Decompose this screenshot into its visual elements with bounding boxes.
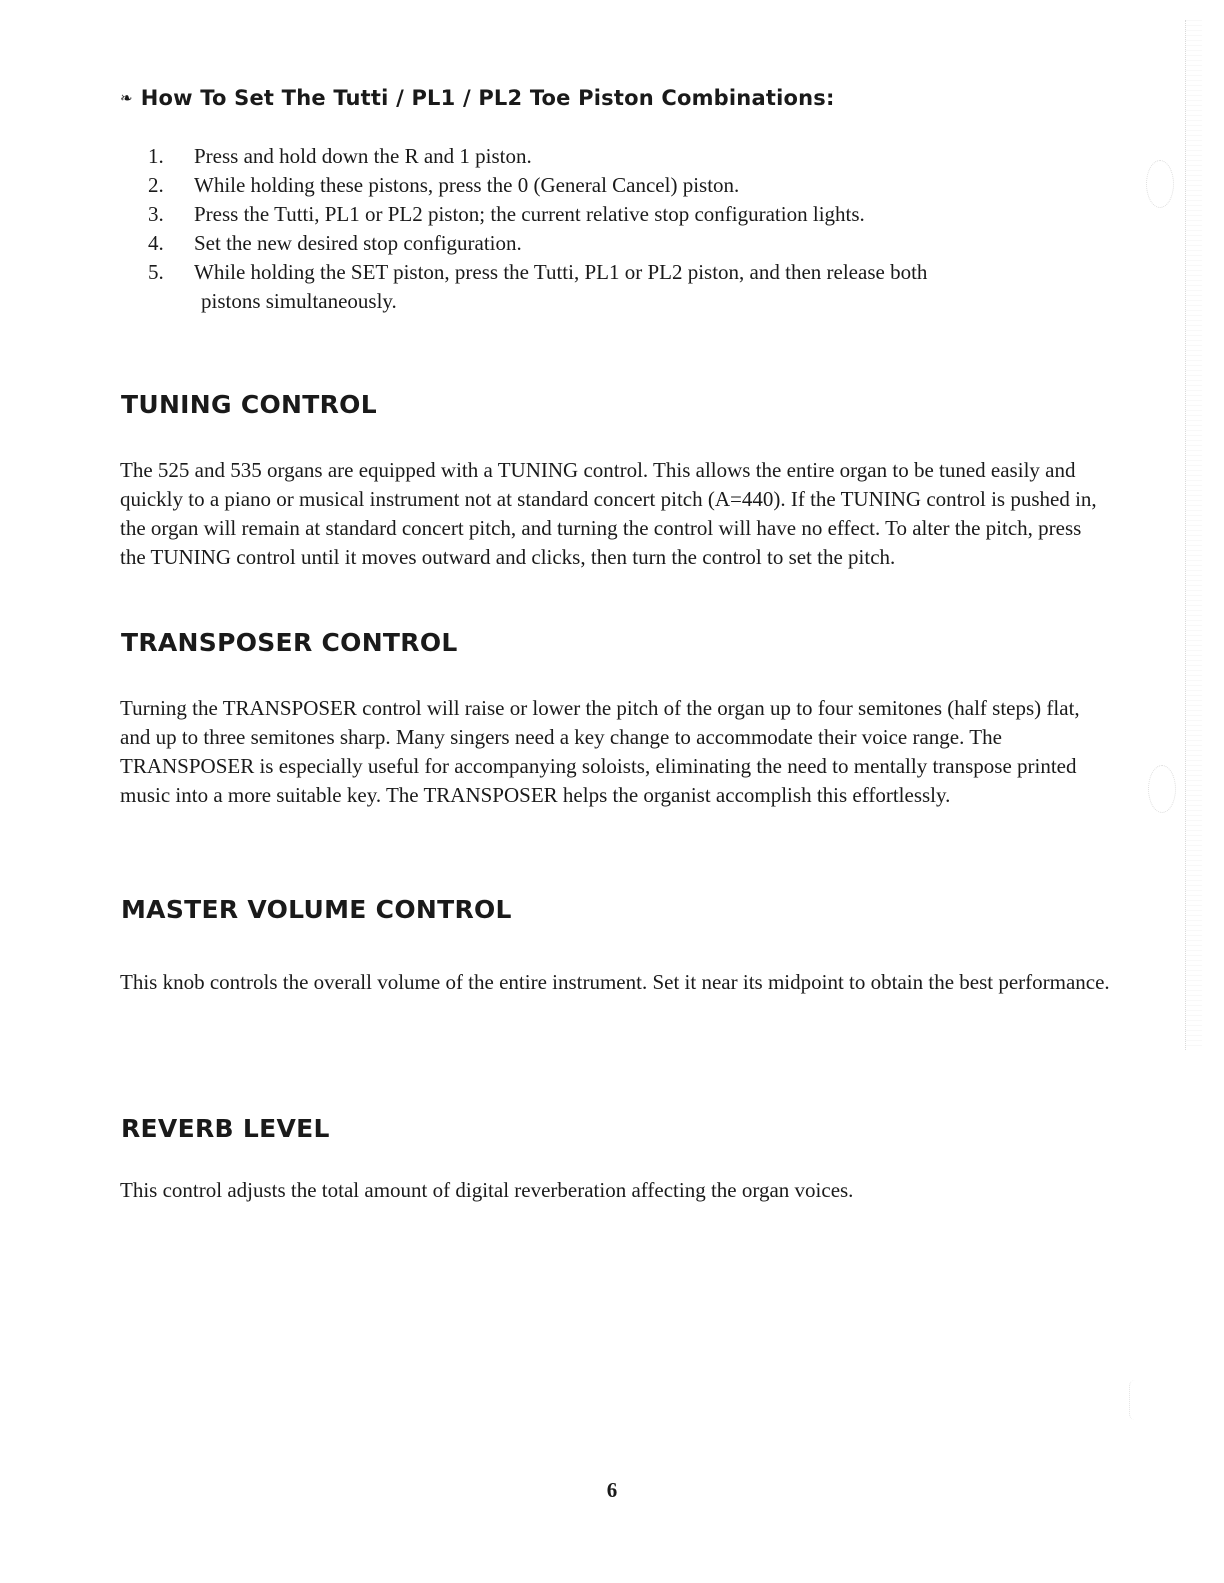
step-text: While holding these pistons, press the 0 (General Cancel) piston. [194, 173, 740, 197]
binder-hole-mark [1148, 765, 1176, 813]
binder-hole-mark [1146, 160, 1174, 208]
piston-combinations-heading-text: How To Set The Tutti / PL1 / PL2 Toe Piston Combinations: [140, 86, 835, 110]
step-text-continuation: pistons simultaneously. [201, 289, 397, 313]
step-text: Press the Tutti, PL1 or PL2 piston; the current relative stop configuration lights. [194, 202, 865, 226]
step-number: 1. [148, 144, 164, 168]
step-number: 2. [148, 173, 164, 197]
fleuron-icon: ❧ [120, 89, 133, 107]
step-text: Set the new desired stop configuration. [194, 231, 522, 255]
step-text: Press and hold down the R and 1 piston. [194, 144, 532, 168]
transposer-control-heading: TRANSPOSER CONTROL [121, 628, 458, 657]
list-item [148, 171, 1078, 200]
list-item [148, 142, 1078, 171]
piston-combinations-heading [120, 86, 835, 110]
transposer-control-body: Turning the TRANSPOSER control will raise or lower the pitch of the organ up to four semitones (half steps) flat, and up to three semitones sharp. Many singers need a key change to accommodate their voice range. The TRANSPOSER is especially useful for accompanying soloists, eliminating the need to mentally transpose printed music into a more suitable key. The TRANSPOSER helps the organist accomplish this effortlessly. [120, 696, 1080, 807]
step-number: 4. [148, 231, 164, 255]
page-number: 6 [606, 1478, 618, 1502]
list-item [148, 200, 1078, 229]
step-text: While holding the SET piston, press the Tutti, PL1 or PL2 piston, and then release both [194, 260, 928, 284]
scan-edge-artifact-lower [1129, 1380, 1144, 1420]
list-item [148, 258, 1078, 316]
scan-edge-artifact [1185, 20, 1202, 1050]
master-volume-heading: MASTER VOLUME CONTROL [121, 895, 512, 924]
step-number: 5. [148, 260, 164, 284]
piston-steps-list [148, 142, 1078, 316]
tuning-control-body: The 525 and 535 organs are equipped with a TUNING control. This allows the entire organ to be tuned easily and quickly to a piano or musical instrument not at standard concert pitch (A=440). If the TUNING control is pushed in, the organ will remain at standard concert pitch, and turning the control will have no effect. To alter the pitch, press the TUNING control until it moves outward and clicks, then turn the control to set the pitch. [120, 458, 1097, 569]
reverb-level-body: This control adjusts the total amount of digital reverberation affecting the organ voices. [120, 1178, 854, 1202]
step-number: 3. [148, 202, 164, 226]
tuning-control-heading: TUNING CONTROL [121, 390, 377, 419]
list-item [148, 229, 1078, 258]
reverb-level-heading: REVERB LEVEL [121, 1114, 330, 1143]
master-volume-body: This knob controls the overall volume of the entire instrument. Set it near its midpoint to obtain the best performance. [120, 970, 1110, 994]
